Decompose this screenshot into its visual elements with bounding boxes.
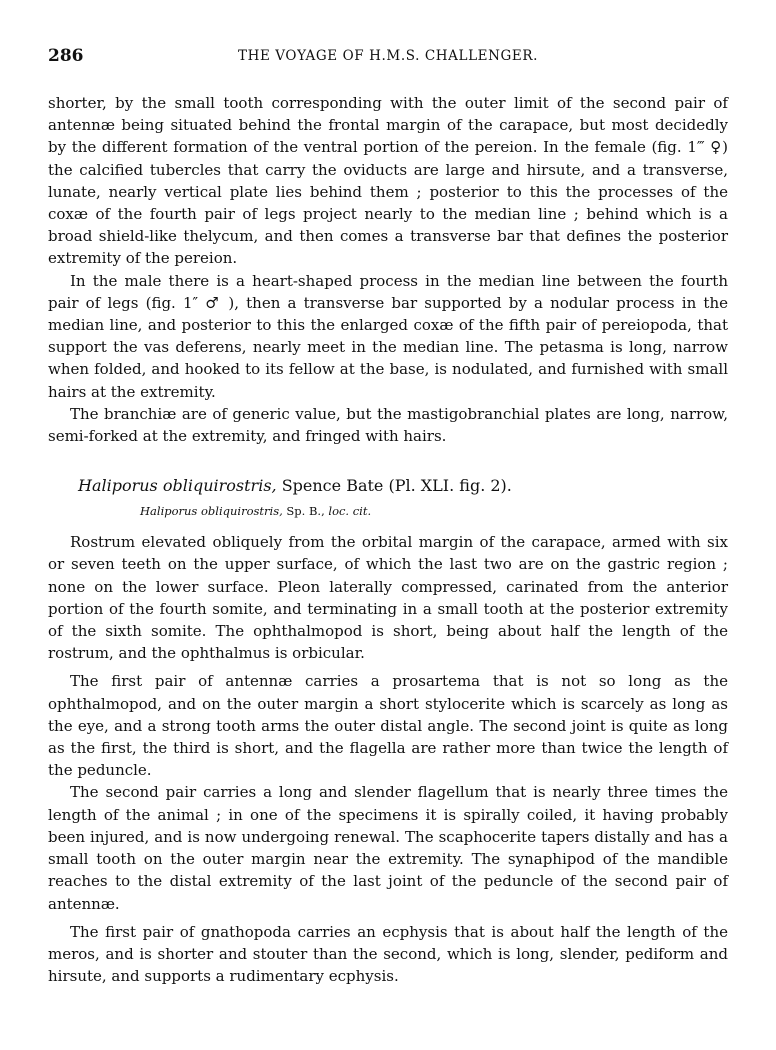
synonym-line [140, 501, 728, 521]
paragraph: The first pair of gnathopoda carries an ecphysis that is about half the length of the meros, and is shorter and stouter than the second, which is long, slender, pediform and hirsute, and supports a rudimentary ecphysis. [48, 922, 728, 986]
species-heading [78, 475, 728, 497]
synonym-name: Haliporus obliquirostris, [140, 504, 283, 519]
species-name: Haliporus obliquirostris, [78, 476, 277, 496]
paragraph: The second pair carries a long and slender flagellum that is nearly three times the length of the animal ; in one of the specimens it is spirally coiled, it having probably been injured, and is now undergoing renewal. The scaphocerite tapers distally and has a small tooth on the outer margin near the extremity. The synaphipod of the mandible reaches to the distal extremity of the last joint of the peduncle of the second pair of antennæ. [48, 783, 728, 913]
synonym-author: Sp. B., [282, 504, 329, 519]
species-authority: Spence Bate (Pl. XLI. fig. 2). [276, 476, 512, 496]
paragraph: Rostrum elevated obliquely from the orbital margin of the carapace, armed with six or seven teeth on the upper surface, of which the last two are on the gastric region ; none on the lower surface. Pleon laterally compressed, carinated from the anterior portion of the fourth somite, and terminating in a small tooth at the posterior extremity of the sixth somite. The ophthalmopod is short, being about half the length of the rostrum, and the ophthalmus is orbicular. [48, 533, 728, 663]
species-description [48, 531, 728, 987]
page-number: 286 [48, 46, 84, 66]
page-header [48, 46, 728, 70]
page-body [48, 92, 728, 987]
paragraph: The branchiæ are of generic value, but the mastigobranchial plates are long, narrow, semi-forked at the extremity, and fringed with hairs. [48, 404, 728, 446]
paragraph: shorter, by the small tooth corresponding with the outer limit of the second pair of antennæ being situated behind the frontal margin of the carapace, but most decidedly by the different formation of the ventral portion of the pereion. In the female (fig. 1‴ ♀) the calcified tubercles that carry the oviducts are large and hirsute, and a transverse, lunate, nearly vertical plate lies behind them ; posterior to this the processes of the coxæ of the fourth pair of legs project nearly to the median line ; behind which is a broad shield-like thelycum, and then comes a transverse bar that defines the posterior extremity of the pereion. [48, 94, 728, 268]
paragraph: In the male there is a heart-shaped process in the median line between the fourth pair of legs (fig. 1″ ♂ ), then a transverse bar supported by a nodular process in the median line, and posterior to this the enlarged coxæ of the fifth pair of pereiopoda, that support the vas deferens, nearly meet in the median line. The petasma is long, narrow when folded, and hooked to its fellow at the base, is nodulated, and furnished with small hairs at the extremity. [48, 271, 728, 401]
running-title: THE VOYAGE OF H.M.S. CHALLENGER. [237, 48, 539, 64]
paragraph: The first pair of antennæ carries a prosartema that is not so long as the ophthalmopod, and on the outer margin a short stylocerite which is scarcely as long as the eye, and a strong tooth arms the outer distal angle. The second joint is quite as long as the first, the third is short, and the flagella are rather more than twice the length of the peduncle. [48, 672, 728, 780]
synonym-reference: loc. cit. [328, 504, 372, 519]
